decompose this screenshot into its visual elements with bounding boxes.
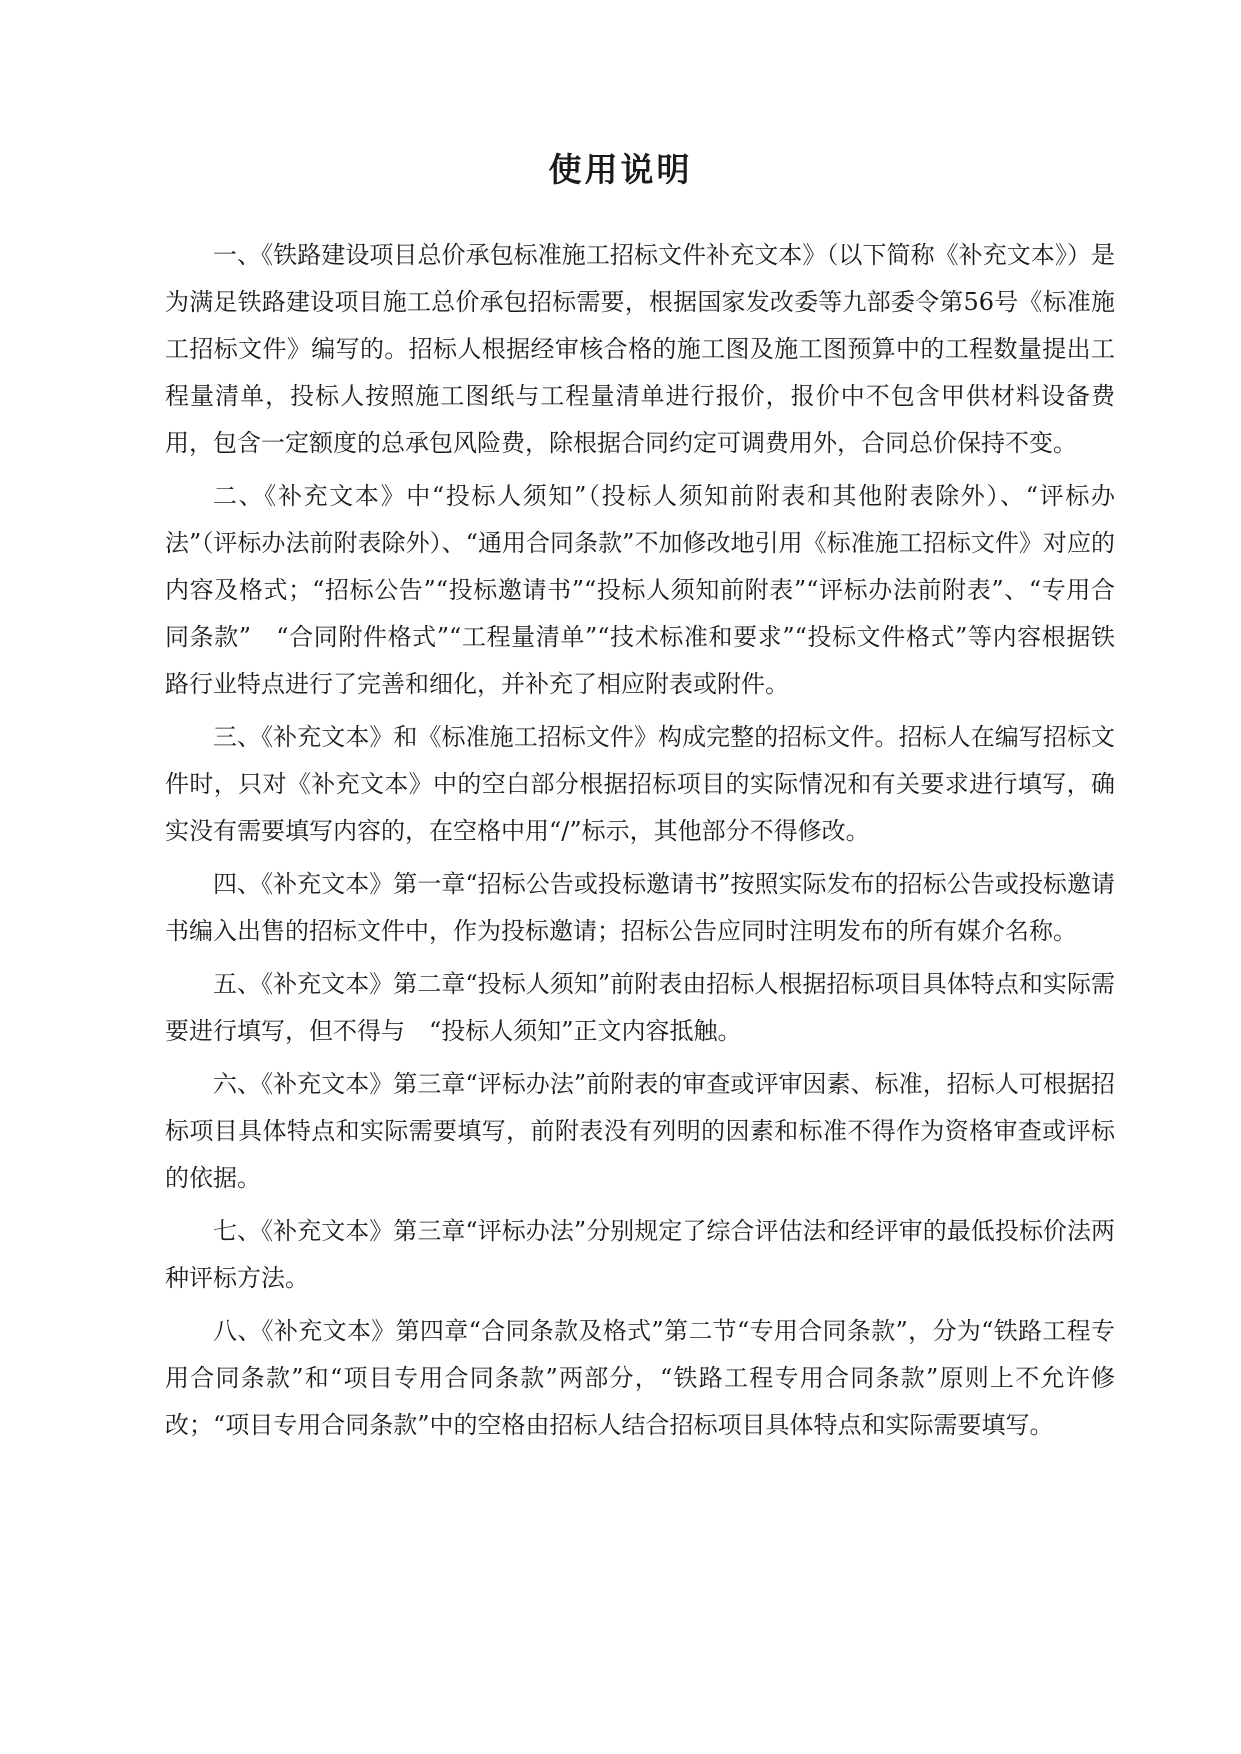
paragraph-8: 八、《补充文本》第四章“合同条款及格式”第二节“专用合同条款”，分为“铁路工程专用合同条款”和“项目专用合同条款”两部分，“铁路工程专用合同条款”原则上不允许修改；“项目专用合同条款”中的空格由招标人结合招标项目具体特点和实际需要填写。 [165,1317,1115,1439]
paragraph-6: 六、《补充文本》第三章“评标办法”前附表的审查或评审因素、标准，招标人可根据招标项目具体特点和实际需要填写，前附表没有列明的因素和标准不得作为资格审查或评标的依据。 [165,1070,1115,1192]
paragraph-2: 二、《补充文本》中“投标人须知”（投标人须知前附表和其他附表除外）、“评标办法”（评标办法前附表除外）、“通用合同条款”不加修改地引用《标准施工招标文件》对应的内容及格式；“招标公告”“投标邀请书”“投标人须知前附表”“评标办法前附表”、“专用合同条款” “合同附件格式”“工程量清单”“技术标准和要求”“投标文件格式”等内容根据铁路行业特点进行了完善和细化，并补充了相应附表或附件。 [165,482,1115,698]
paragraph-7: 七、《补充文本》第三章“评标办法”分别规定了综合评估法和经评审的最低投标价法两种评标方法。 [165,1217,1115,1292]
paragraph-3: 三、《补充文本》和《标准施工招标文件》构成完整的招标文件。招标人在编写招标文件时，只对《补充文本》中的空白部分根据招标项目的实际情况和有关要求进行填写，确实没有需要填写内容的，在空格中用“/”标示，其他部分不得修改。 [165,723,1115,845]
paragraph-4: 四、《补充文本》第一章“招标公告或投标邀请书”按照实际发布的招标公告或投标邀请书编入出售的招标文件中，作为投标邀请；招标公告应同时注明发布的所有媒介名称。 [165,870,1115,945]
paragraph-1: 一、《铁路建设项目总价承包标准施工招标文件补充文本》（以下简称《补充文本》）是为满足铁路建设项目施工总价承包招标需要，根据国家发改委等九部委令第56号《标准施工招标文件》编写的。招标人根据经审核合格的施工图及施工图预算中的工程数量提出工程量清单，投标人按照施工图纸与工程量清单进行报价，报价中不包含甲供材料设备费用，包含一定额度的总承包风险费，除根据合同约定可调费用外，合同总价保持不变。 [165,241,1115,457]
paragraph-5: 五、《补充文本》第二章“投标人须知”前附表由招标人根据招标项目具体特点和实际需要进行填写，但不得与 “投标人须知”正文内容抵触。 [165,970,1115,1045]
page-title: 使用说明 [548,150,693,189]
document-body [165,232,1115,1455]
